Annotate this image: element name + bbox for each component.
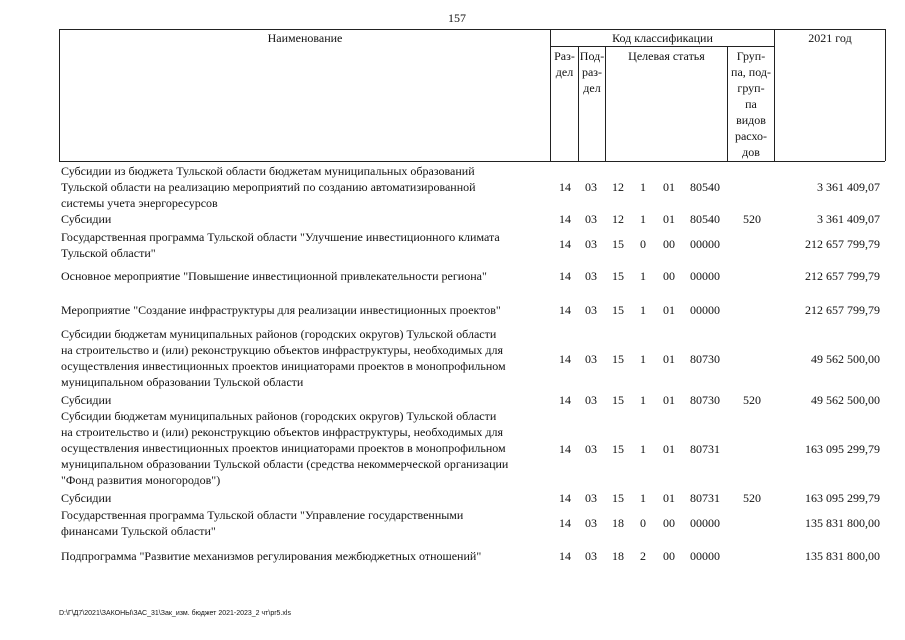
cell-razdel: 14 bbox=[559, 303, 571, 317]
cell-razdel: 14 bbox=[559, 516, 571, 530]
header-vid: Груп- па, под- груп- па видов расхо- дов bbox=[731, 49, 771, 159]
cell-target-code: 80540 bbox=[690, 212, 720, 226]
cell-target-subprogram: 0 bbox=[640, 237, 646, 251]
cell-razdel: 14 bbox=[559, 180, 571, 194]
cell-target-subprogram: 1 bbox=[640, 180, 646, 194]
cell-target-code: 80730 bbox=[690, 393, 720, 407]
code-col-divider bbox=[774, 29, 775, 161]
cell-vid: 520 bbox=[743, 393, 761, 407]
cell-target-program: 18 bbox=[612, 549, 624, 563]
footer-file-path: D:\Г\Д7\2021\ЗАКОНЫ\ЗАС_31\Зак_изм. бюджет 2021-2023_2 чт\pr5.xls bbox=[59, 610, 291, 617]
header-year: 2021 год bbox=[808, 31, 852, 45]
cell-target-event: 01 bbox=[663, 393, 675, 407]
row-name: Субсидии bbox=[61, 393, 112, 407]
cell-target-program: 15 bbox=[612, 303, 624, 317]
cell-target-subprogram: 1 bbox=[640, 269, 646, 283]
cell-amount: 212 657 799,79 bbox=[805, 269, 880, 283]
cell-target-code: 00000 bbox=[690, 237, 720, 251]
cell-target-program: 15 bbox=[612, 269, 624, 283]
cell-podrazdel: 03 bbox=[585, 180, 597, 194]
row-name: Субсидии bbox=[61, 212, 112, 226]
row-name: Субсидии bbox=[61, 491, 112, 505]
cell-amount: 212 657 799,79 bbox=[805, 237, 880, 251]
cell-target-code: 80540 bbox=[690, 180, 720, 194]
header-left-border bbox=[59, 29, 60, 161]
page-number: 157 bbox=[448, 11, 466, 25]
cell-razdel: 14 bbox=[559, 549, 571, 563]
cell-target-code: 80730 bbox=[690, 352, 720, 366]
code-header-divider bbox=[550, 46, 774, 47]
cell-target-event: 00 bbox=[663, 549, 675, 563]
row-name: Мероприятие "Создание инфраструктуры для реализации инвестиционных проектов" bbox=[61, 303, 501, 317]
cell-target-event: 01 bbox=[663, 442, 675, 456]
cell-target-code: 00000 bbox=[690, 269, 720, 283]
cell-razdel: 14 bbox=[559, 237, 571, 251]
cell-amount: 163 095 299,79 bbox=[805, 491, 880, 505]
table-row bbox=[0, 507, 905, 539]
row-name: Государственная программа Тульской области "Управление государственными финансами Тульской области" bbox=[61, 508, 464, 538]
cell-podrazdel: 03 bbox=[585, 442, 597, 456]
table-row bbox=[0, 163, 905, 211]
cell-amount: 212 657 799,79 bbox=[805, 303, 880, 317]
row-name: Субсидии бюджетам муниципальных районов (городских округов) Тульской области на строительство и (или) реконструкцию объектов инфраструктуры, необходимых для осуществления инвестиционных проектов инициаторами проектов в монопрофильном муниципальном образовании Тульской области (средства некоммерческой организации "Фонд развития моногородов") bbox=[61, 409, 509, 487]
header-name: Наименование bbox=[267, 31, 343, 45]
row-name: Субсидии бюджетам муниципальных районов (городских округов) Тульской области на строительство и (или) реконструкцию объектов инфраструктуры, необходимых для осуществления инвестиционных проектов инициаторами проектов в монопрофильном муниципальном образовании Тульской области bbox=[61, 327, 506, 389]
cell-amount: 49 562 500,00 bbox=[811, 352, 880, 366]
header-bottom-border bbox=[59, 161, 885, 162]
cell-podrazdel: 03 bbox=[585, 212, 597, 226]
cell-target-event: 01 bbox=[663, 352, 675, 366]
header-code: Код классификации bbox=[612, 31, 713, 45]
cell-target-subprogram: 1 bbox=[640, 442, 646, 456]
cell-target-program: 15 bbox=[612, 442, 624, 456]
cell-target-subprogram: 1 bbox=[640, 303, 646, 317]
cell-razdel: 14 bbox=[559, 352, 571, 366]
cell-target-program: 15 bbox=[612, 491, 624, 505]
cell-target-event: 00 bbox=[663, 516, 675, 530]
cell-razdel: 14 bbox=[559, 491, 571, 505]
cell-vid: 520 bbox=[743, 491, 761, 505]
cell-target-subprogram: 1 bbox=[640, 491, 646, 505]
cell-podrazdel: 03 bbox=[585, 491, 597, 505]
cell-target-subprogram: 1 bbox=[640, 352, 646, 366]
cell-target-event: 01 bbox=[663, 180, 675, 194]
cell-target-subprogram: 0 bbox=[640, 516, 646, 530]
cell-target-subprogram: 1 bbox=[640, 212, 646, 226]
cell-target-event: 01 bbox=[663, 491, 675, 505]
header-razdel: Раз- дел bbox=[554, 49, 575, 79]
cell-podrazdel: 03 bbox=[585, 516, 597, 530]
cell-target-program: 15 bbox=[612, 237, 624, 251]
cell-podrazdel: 03 bbox=[585, 549, 597, 563]
header-podrazdel: Под- раз- дел bbox=[579, 49, 605, 95]
table-row bbox=[0, 392, 905, 408]
cell-target-code: 80731 bbox=[690, 491, 720, 505]
header-right-border bbox=[885, 29, 886, 161]
cell-amount: 49 562 500,00 bbox=[811, 393, 880, 407]
cell-amount: 135 831 800,00 bbox=[805, 516, 880, 530]
cell-razdel: 14 bbox=[559, 269, 571, 283]
table-row bbox=[0, 490, 905, 506]
cell-amount: 3 361 409,07 bbox=[817, 180, 880, 194]
cell-razdel: 14 bbox=[559, 393, 571, 407]
table-row bbox=[0, 268, 905, 284]
cell-target-program: 18 bbox=[612, 516, 624, 530]
cell-target-code: 00000 bbox=[690, 516, 720, 530]
cell-target-event: 00 bbox=[663, 237, 675, 251]
cell-target-code: 00000 bbox=[690, 549, 720, 563]
cell-target-program: 12 bbox=[612, 212, 624, 226]
cell-target-subprogram: 2 bbox=[640, 549, 646, 563]
row-name: Государственная программа Тульской области "Улучшение инвестиционного климата Тульской области" bbox=[61, 230, 500, 260]
cell-target-code: 80731 bbox=[690, 442, 720, 456]
cell-target-event: 01 bbox=[663, 212, 675, 226]
cell-razdel: 14 bbox=[559, 442, 571, 456]
cell-amount: 163 095 299,79 bbox=[805, 442, 880, 456]
cell-target-program: 15 bbox=[612, 352, 624, 366]
table-row bbox=[0, 548, 905, 564]
table-row bbox=[0, 229, 905, 263]
table-row bbox=[0, 211, 905, 227]
cell-podrazdel: 03 bbox=[585, 352, 597, 366]
table-row bbox=[0, 302, 905, 318]
cell-vid: 520 bbox=[743, 212, 761, 226]
row-name: Субсидии из бюджета Тульской области бюджетам муниципальных образований Тульской области на реализацию мероприятий по созданию автоматизированной системы учета энергоресурсов bbox=[61, 164, 476, 210]
cell-podrazdel: 03 bbox=[585, 303, 597, 317]
cell-podrazdel: 03 bbox=[585, 269, 597, 283]
table-row bbox=[0, 326, 905, 390]
cell-podrazdel: 03 bbox=[585, 393, 597, 407]
cell-target-subprogram: 1 bbox=[640, 393, 646, 407]
header-target: Целевая статья bbox=[628, 49, 705, 63]
row-name: Основное мероприятие "Повышение инвестиционной привлекательности региона" bbox=[61, 269, 487, 283]
cell-target-program: 15 bbox=[612, 393, 624, 407]
cell-target-program: 12 bbox=[612, 180, 624, 194]
table-row bbox=[0, 408, 905, 488]
cell-target-event: 00 bbox=[663, 269, 675, 283]
cell-razdel: 14 bbox=[559, 212, 571, 226]
cell-amount: 135 831 800,00 bbox=[805, 549, 880, 563]
cell-target-event: 01 bbox=[663, 303, 675, 317]
row-name: Подпрограмма "Развитие механизмов регулирования межбюджетных отношений" bbox=[61, 549, 482, 563]
cell-target-code: 00000 bbox=[690, 303, 720, 317]
cell-amount: 3 361 409,07 bbox=[817, 212, 880, 226]
cell-podrazdel: 03 bbox=[585, 237, 597, 251]
